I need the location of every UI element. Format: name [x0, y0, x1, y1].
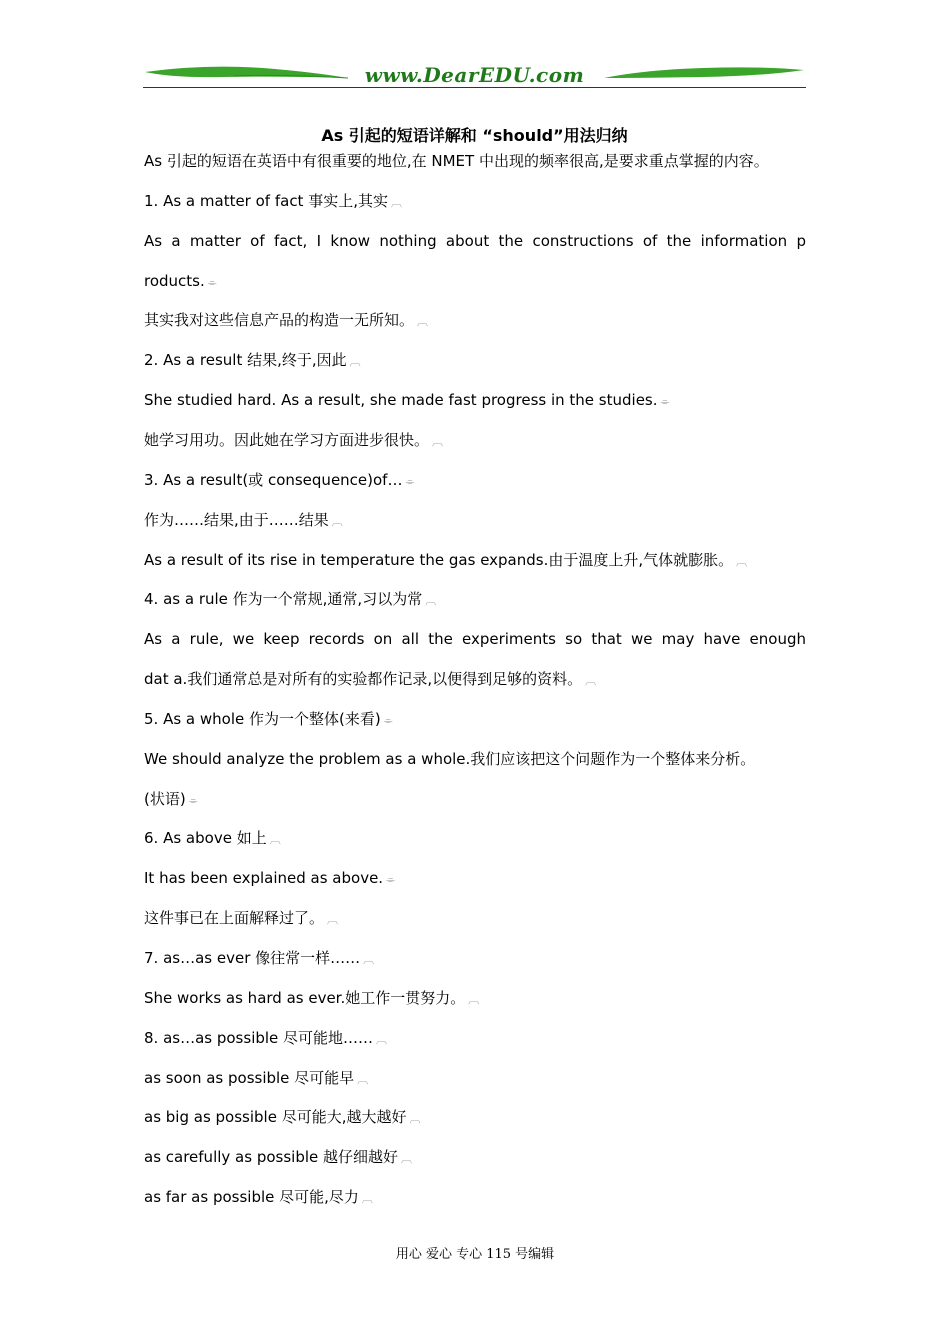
text-line	[144, 550, 806, 572]
text-line	[144, 709, 806, 731]
line-text: 2. As a result 结果,终于,因此	[144, 351, 347, 370]
paragraph-mark-icon: ⌯	[383, 713, 393, 727]
text-line	[144, 510, 806, 532]
paragraph-mark-icon: ⌯	[386, 873, 395, 887]
paragraph-mark-icon: ︹	[585, 674, 597, 688]
line-text: It has been explained as above.	[144, 869, 384, 888]
paragraph-mark-icon: ︹	[376, 1032, 388, 1046]
text-line	[144, 908, 806, 930]
text-line	[144, 868, 806, 890]
text-line	[144, 1107, 806, 1129]
paragraph-mark-icon: ︹	[349, 355, 361, 369]
line-text: (状语)	[144, 789, 186, 808]
text-line	[144, 789, 806, 811]
page-header	[143, 62, 806, 90]
paragraph-mark-icon: ︹	[327, 913, 339, 927]
line-text: As a rule, we keep records on all the experiments so that we may have enough	[144, 630, 806, 649]
paragraph-mark-icon: ︹	[331, 514, 343, 528]
paragraph-mark-icon: ︹	[357, 1072, 369, 1086]
text-line	[144, 948, 806, 970]
text-line	[144, 988, 806, 1010]
line-text: as soon as possible 尽可能早	[144, 1068, 355, 1087]
line-text: As a matter of fact, I know nothing about the constructions of the information p	[144, 231, 806, 250]
text-line	[144, 749, 806, 769]
paragraph-mark-icon: ⌯	[188, 793, 198, 807]
text-line	[144, 629, 806, 649]
line-text: 5. As a whole 作为一个整体(来看)	[144, 709, 381, 728]
line-text: as carefully as possible 越仔细越好	[144, 1148, 399, 1167]
paragraph-mark-icon: ︹	[432, 434, 444, 448]
paragraph-mark-icon: ︹	[361, 1192, 373, 1206]
line-text: 1. As a matter of fact 事实上,其实	[144, 191, 388, 210]
line-text: 这件事已在上面解释过了。	[144, 909, 325, 928]
text-line	[144, 1028, 806, 1050]
line-text: As 引起的短语在英语中有很重要的地位,在 NMET 中出现的频率很高,是要求重点掌握的内容。	[144, 152, 769, 170]
line-text: She studied hard. As a result, she made fast progress in the studies.	[144, 391, 658, 410]
text-line	[144, 350, 806, 372]
line-text: 3. As a result(或 consequence)of…	[144, 470, 403, 489]
document-title: As 引起的短语详解和 “should”用法归纳	[321, 126, 628, 145]
paragraph-mark-icon: ︹	[425, 594, 437, 608]
text-line	[144, 828, 806, 850]
text-line	[144, 1068, 806, 1090]
line-text: 6. As above 如上	[144, 829, 267, 848]
text-line	[144, 1147, 806, 1169]
paragraph-mark-icon: ︹	[401, 1152, 413, 1166]
paragraph-mark-icon: ︹	[409, 1112, 421, 1126]
text-line	[144, 191, 806, 213]
text-line	[144, 470, 806, 492]
line-text: As a result of its rise in temperature the gas expands.由于温度上升,气体就膨胀。	[144, 550, 734, 569]
line-text: 4. as a rule 作为一个常规,通常,习以为常	[144, 590, 423, 609]
line-text: 她学习用功。因此她在学习方面进步很快。	[144, 430, 430, 449]
text-line	[144, 151, 806, 171]
line-text: 作为……结果,由于……结果	[144, 510, 329, 529]
line-text: dat a.我们通常总是对所有的实验都作记录,以便得到足够的资料。	[144, 670, 583, 689]
text-line	[144, 669, 806, 691]
text-line	[144, 271, 806, 293]
line-text: as big as possible 尽可能大,越大越好	[144, 1108, 407, 1127]
text-line	[144, 310, 806, 332]
line-text: We should analyze the problem as a whole.我们应该把这个问题作为一个整体来分析。	[144, 749, 756, 768]
text-line	[144, 1187, 806, 1209]
text-line	[144, 589, 806, 611]
text-line	[144, 430, 806, 452]
site-logo[interactable]: www.DearEDU.com	[364, 63, 585, 87]
line-text: 7. as…as ever 像往常一样……	[144, 949, 361, 967]
header-rule	[143, 87, 806, 88]
paragraph-mark-icon: ︹	[468, 992, 480, 1006]
paragraph-mark-icon: ︹	[736, 554, 748, 568]
text-line	[144, 231, 806, 251]
line-text: 其实我对这些信息产品的构造一无所知。	[144, 311, 415, 330]
text-line	[144, 390, 806, 412]
paragraph-mark-icon: ︹	[390, 195, 402, 209]
paragraph-mark-icon: ︹	[417, 315, 429, 329]
line-text: roducts.	[144, 271, 205, 290]
line-text: She works as hard as ever.她工作一贯努力。	[144, 988, 466, 1007]
paragraph-mark-icon: ⌯	[660, 395, 670, 409]
line-text: as far as possible 尽可能,尽力	[144, 1188, 359, 1207]
paragraph-mark-icon: ︹	[269, 833, 281, 847]
paragraph-mark-icon: ︹	[363, 953, 375, 966]
page-footer: 用心 爱心 专心 115 号编辑	[395, 1247, 555, 1262]
paragraph-mark-icon: ⌯	[405, 474, 415, 488]
line-text: 8. as…as possible 尽可能地……	[144, 1028, 374, 1047]
paragraph-mark-icon: ⌯	[207, 275, 217, 289]
